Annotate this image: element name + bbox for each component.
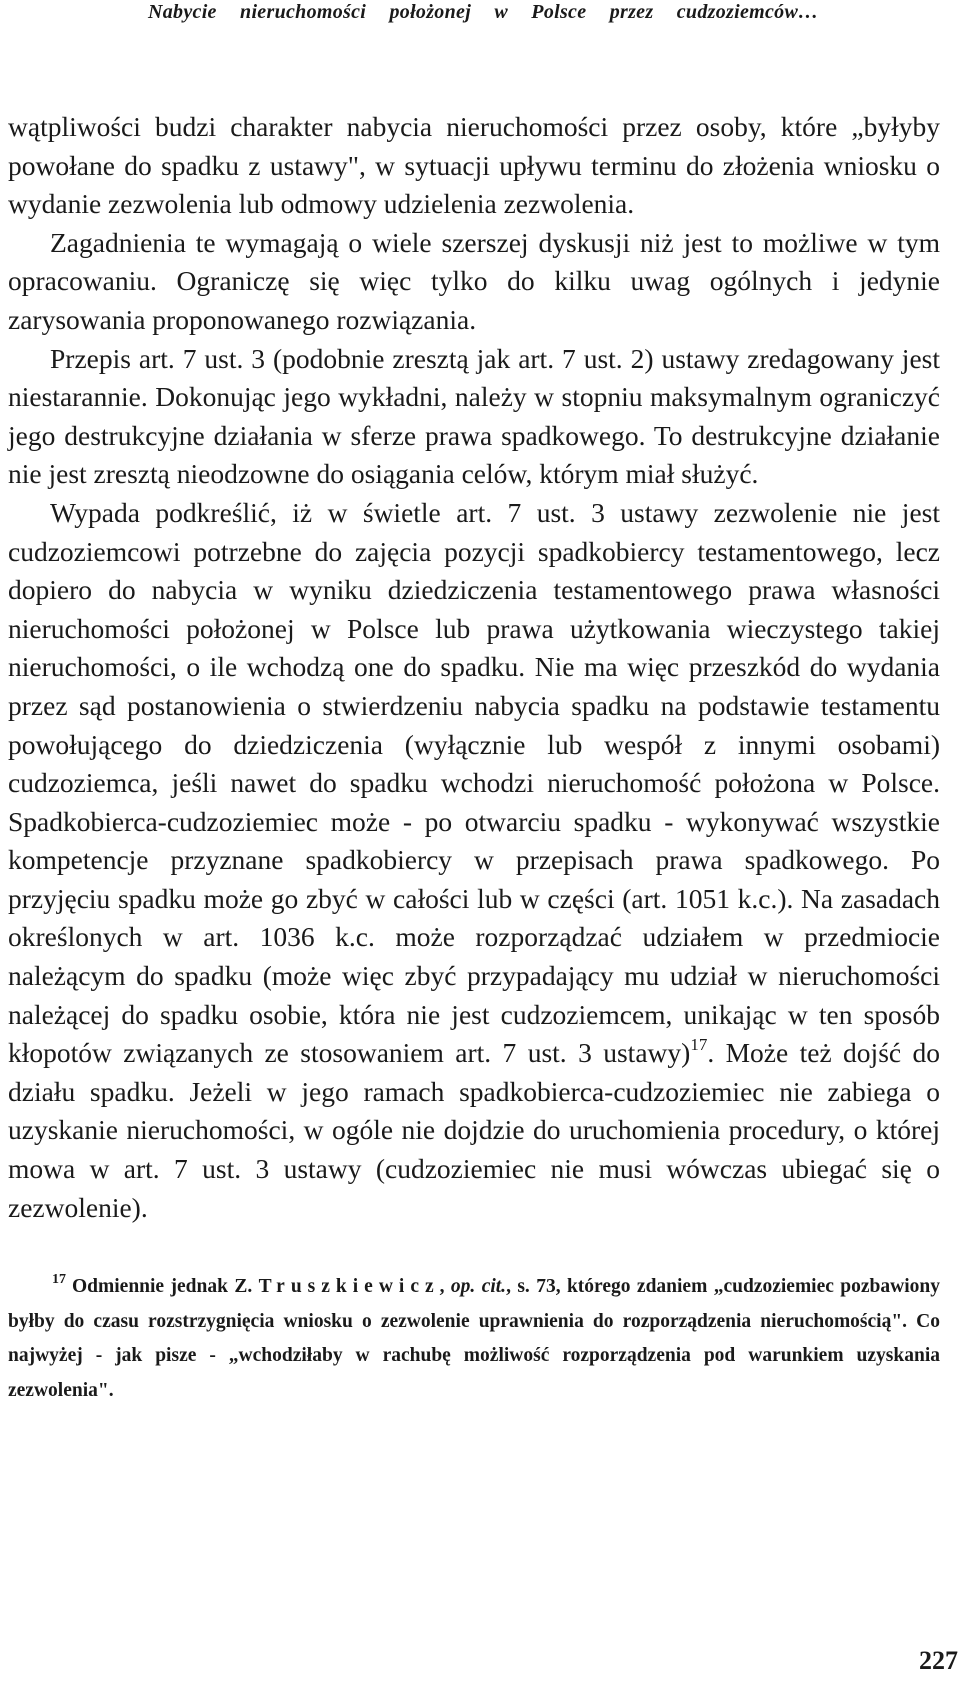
footnote-number: 17	[52, 1272, 66, 1287]
footnote-reference[interactable]: 17	[690, 1035, 708, 1055]
paragraph: Przepis art. 7 ust. 3 (podobnie zresztą jak art. 7 ust. 2) ustawy zredagowany jest niestarannie. Dokonując jego wykładni, należy w stopniu maksymalnym ograniczyć jego destrukcyjne działania w sferze prawa spadkowego. To destrukcyjne działanie nie jest zresztą nieodzowne do osiągania celów, którym miał służyć.	[8, 342, 940, 490]
footnote-op-cit: op. cit.	[450, 1276, 507, 1297]
paragraph-text: . Może też dojść do działu spadku. Jeżeli w jego ramach spadkobierca-cudzoziemiec nie zabiega o uzyskanie nieruchomości, w ogóle nie dojdzie do uruchomienia procedury, o której mowa w art. 7 ust. 3 ustawy (cudzoziemiec nie musi wówczas ubiegać się o zezwolenie).	[8, 1037, 941, 1223]
running-header: Nabycie nieruchomości położonej w Polsce przez cudzoziemców…	[148, 1, 819, 23]
page-number: 227	[919, 1646, 958, 1675]
paragraph: Zagadnienia te wymagają o wiele szerszej dyskusji niż jest to możliwe w tym opracowaniu. Ograniczę się więc tylko do kilku uwag ogólnych i jedynie zarysowania proponowanego rozwiązania.	[8, 226, 940, 335]
footnote	[8, 1270, 940, 1408]
main-text	[8, 108, 940, 1227]
paragraph-text: Wypada podkreślić, iż w świetle art. 7 ust. 3 ustawy zezwolenie nie jest cudzoziemcowi potrzebne do zajęcia pozycji spadkobiercy testamentowego, lecz dopiero do nabycia w wyniku dziedziczenia testamentowego prawa własności nieruchomości położonej w Polsce lub prawa użytkowania wieczystego takiej nieruchomości, o ile wchodzą one do spadku. Nie ma więc przeszkód do wydania przez sąd postanowienia o stwierdzeniu nabycia spadku na podstawie testamentu powołującego do dziedziczenia (wyłącznie lub wespół z innymi osobami) cudzoziemca, jeśli nawet do spadku wchodzi nieruchomość położona w Polsce. Spadkobierca-cudzoziemiec może - po otwarciu spadku - wykonywać wszystkie kompetencje przyznane spadkobiercy w przepisach prawa spadkowego. Po przyjęciu spadku może go zbyć w całości lub w części (art. 1051 k.c.). Na zasadach określonych w art. 1036 k.c. może rozporządzać udziałem w przedmiocie należącym do spadku (może więc zbyć przypadający mu udział w nieruchomości należącej do spadku osobie, która nie jest cudzoziemcem, unikając w ten sposób kłopotów związanych ze stosowaniem art. 7 ust. 3 ustawy)	[8, 496, 940, 1069]
footnote-author: Truszkiewicz	[258, 1276, 440, 1297]
paragraph-continuation: wątpliwości budzi charakter nabycia nieruchomości przez osoby, które „byłyby powołane do spadku z ustawy", w sytuacji upływu terminu do złożenia wniosku o wydanie zezwolenia lub odmowy udzielenia zezwolenia.	[8, 111, 940, 220]
footnote-text: $^{17}$ Odmiennie jednak Z. Truszkiewicz, op. cit., s. 73, którego zdaniem „cudzoziemiec pozbawiony byłby do czasu rozstrzygnięcia wniosku o zezwolenie uprawnienia do rozporządzenia nieruchomością". Co najwyżej - jak pisze - „wchodziłaby w rachubę możliwość rozporządzenia pod warunkiem uzyskania zezwolenia".	[8, 1272, 941, 1401]
paragraph	[8, 494, 940, 1227]
